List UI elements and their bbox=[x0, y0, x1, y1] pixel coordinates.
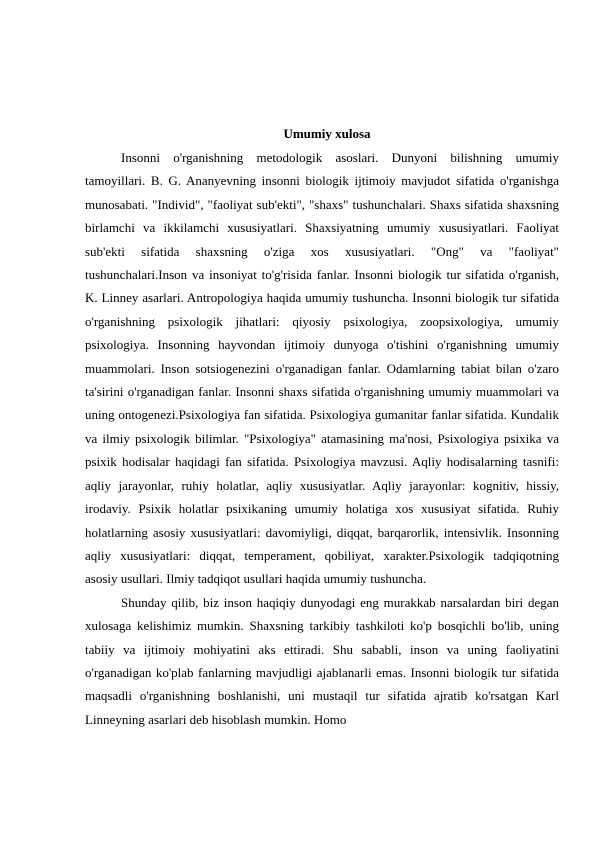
document-body bbox=[85, 123, 559, 731]
document-title: Umumiy xulosa bbox=[283, 126, 371, 141]
paragraph-1: Insonni o'rganishning metodologik asoslari. Dunyoni bilishning umumiy tamoyillari. B. G. Ananyevning insonni biologik ijtimoiy mavjudot sifatida o'rganishga munosabati. "Individ", "faoliyat sub'ekti", "shaxs" tushunchalari. Shaxs sifatida shaxsning birlamchi va ikkilamchi xususiyatlari. Shaxsiyatning umumiy xususiyatlari. Faoliyat sub'ekti sifatida shaxsning o'ziga xos xususiyatlari. "Ong" va "faoliyat" tushunchalari.Inson va insoniyat to'g'risida fanlar. Insonni biologik tur sifatida o'rganish, K. Linney asarlari. Antropologiya haqida umumiy tushuncha. Insonni biologik tur sifatida o'rganishning psixologik jihatlari: qiyosiy psixologiya, zoopsixologiya, umumiy psixologiya. Insonning hayvondan ijtimoiy dunyoga o'tishini o'rganishning umumiy muammolari. Inson sotsiogenezini o'rganadigan fanlar. Odamlarning tabiat bilan o'zaro ta'sirini o'rganadigan fanlar. Insonni shaxs sifatida o'rganishning umumiy muammolari va uning ontogenezi.Psixologiya fan sifatida. Psixologiya gumanitar fanlar sifatida. Kundalik va ilmiy psixologik bilimlar. "Psixologiya" atamasining ma'nosi, Psixologiya psixika va psixik hodisalar haqidagi fan sifatida. Psixologiya mavzusi. Aqliy hodisalarning tasnifi: aqliy jarayonlar, ruhiy holatlar, aqliy xususiyatlar. Aqliy jarayonlar: kognitiv, hissiy, irodaviy. Psixik holatlar psixikaning umumiy holatiga xos xususiyat sifatida. Ruhiy holatlarning asosiy xususiyatlari: davomiyligi, diqqat, barqarorlik, intensivlik. Insonning aqliy xususiyatlari: diqqat, temperament, qobiliyat, xarakter.Psixologik tadqiqotning asosiy usullari. Ilmiy tadqiqot usullari haqida umumiy tushuncha. bbox=[85, 150, 559, 587]
paragraph-2: Shunday qilib, biz inson haqiqiy dunyodagi eng murakkab narsalardan biri degan xulosaga kelishimiz mumkin. Shaxsning tarkibiy tashkiloti ko'p bosqichli bo'lib, uning tabiiy va ijtimoiy mohiyatini aks ettiradi. Shu sababli, inson va uning faoliyatini o'rganadigan ko'plab fanlarning mavjudligi ajablanarli emas. Insonni biologik tur sifatida maqsadli o'rganishning boshlanishi, uni mustaqil tur sifatida ajratib ko'rsatgan Karl Linneyning asarlari deb hisoblash mumkin. Homo bbox=[85, 594, 559, 727]
